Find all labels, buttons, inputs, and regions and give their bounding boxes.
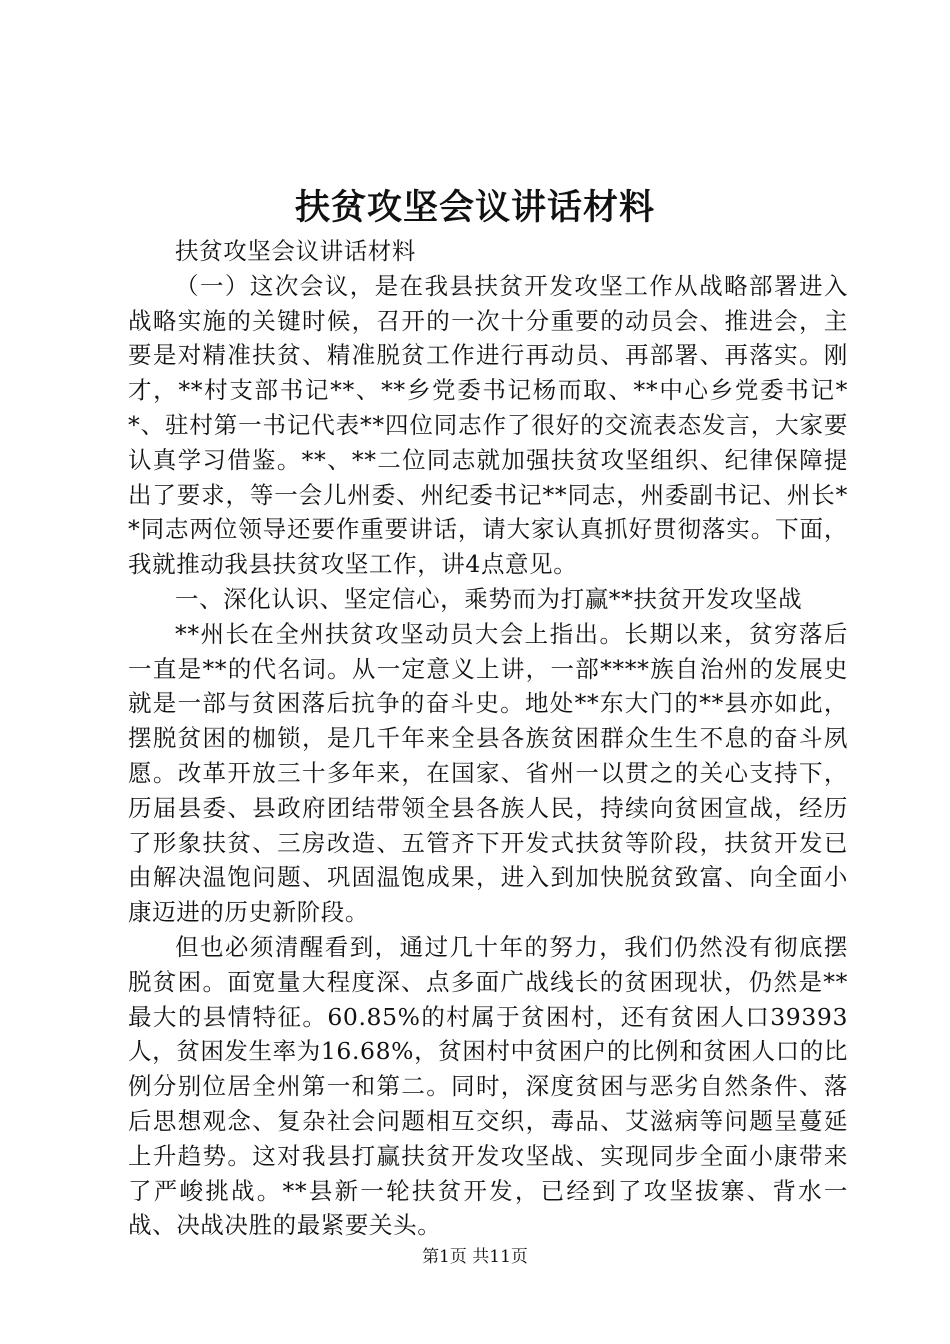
paragraph-challenges: 但也必须清醒看到，通过几十年的努力，我们仍然没有彻底摆脱贫困。面宽量大程度深、点多面广战线长的贫困现状，仍然是**最大的县情特征。60.85%的村属于贫困村，还有贫困人口39393人，贫困发生率为16.68%，贫困村中贫困户的比例和贫困人口的比例分别位居全州第一和第二。同时，深度贫困与恶劣自然条件、落后思想观念、复杂社会问题相互交织，毒品、艾滋病等问题呈蔓延上升趋势。这对我县打赢扶贫开发攻坚战、实现同步全面小康带来了严峻挑战。**县新一轮扶贫开发，已经到了攻坚拔寨、背水一战、决战决胜的最紧要关头。 — [128, 932, 848, 1240]
paragraph-history: **州长在全州扶贫攻坚动员大会上指出。长期以来，贫穷落后一直是**的代名词。从一定意义上讲，一部****族自治州的发展史就是一部与贫困落后抗争的奋斗史。地处**东大门的**县亦如此，摆脱贫困的枷锁，是几千年来全县各族贫困群众生生不息的奋斗夙愿。改革开放三十多年来，在国家、省州一以贯之的关心支持下，历届县委、县政府团结带领全县各族人民，持续向贫困宣战，经历了形象扶贫、三房改造、五管齐下开发式扶贫等阶段，扶贫开发已由解决温饱问题、巩固温饱成果，进入到加快脱贫致富、向全面小康迈进的历史新阶段。 — [128, 619, 848, 927]
paragraph-subtitle: 扶贫攻坚会议讲话材料 — [175, 237, 416, 265]
document-body — [128, 234, 848, 1243]
paragraph-intro: （一）这次会议，是在我县扶贫开发攻坚工作从战略部署进入战略实施的关键时候，召开的一次十分重要的动员会、推进会，主要是对精准扶贫、精准脱贫工作进行再动员、再部署、再落实。刚才，**村支部书记**、**乡党委书记杨而取、**中心乡党委书记**、驻村第一书记代表**四位同志作了很好的交流表态发言，大家要认真学习借鉴。**、**二位同志就加强扶贫攻坚组织、纪律保障提出了要求，等一会儿州委、州纪委书记**同志，州委副书记、州长**同志两位领导还要作重要讲话，请大家认真抓好贯彻落实。下面，我就推动我县扶贫攻坚工作，讲4点意见。 — [128, 271, 848, 579]
section-heading: 一、深化认识、坚定信心，乘势而为打赢**扶贫开发攻坚战 — [175, 584, 803, 613]
document-title: 扶贫攻坚会议讲话材料 — [294, 187, 655, 228]
page-footer: 第1页 共11页 — [422, 1247, 528, 1267]
